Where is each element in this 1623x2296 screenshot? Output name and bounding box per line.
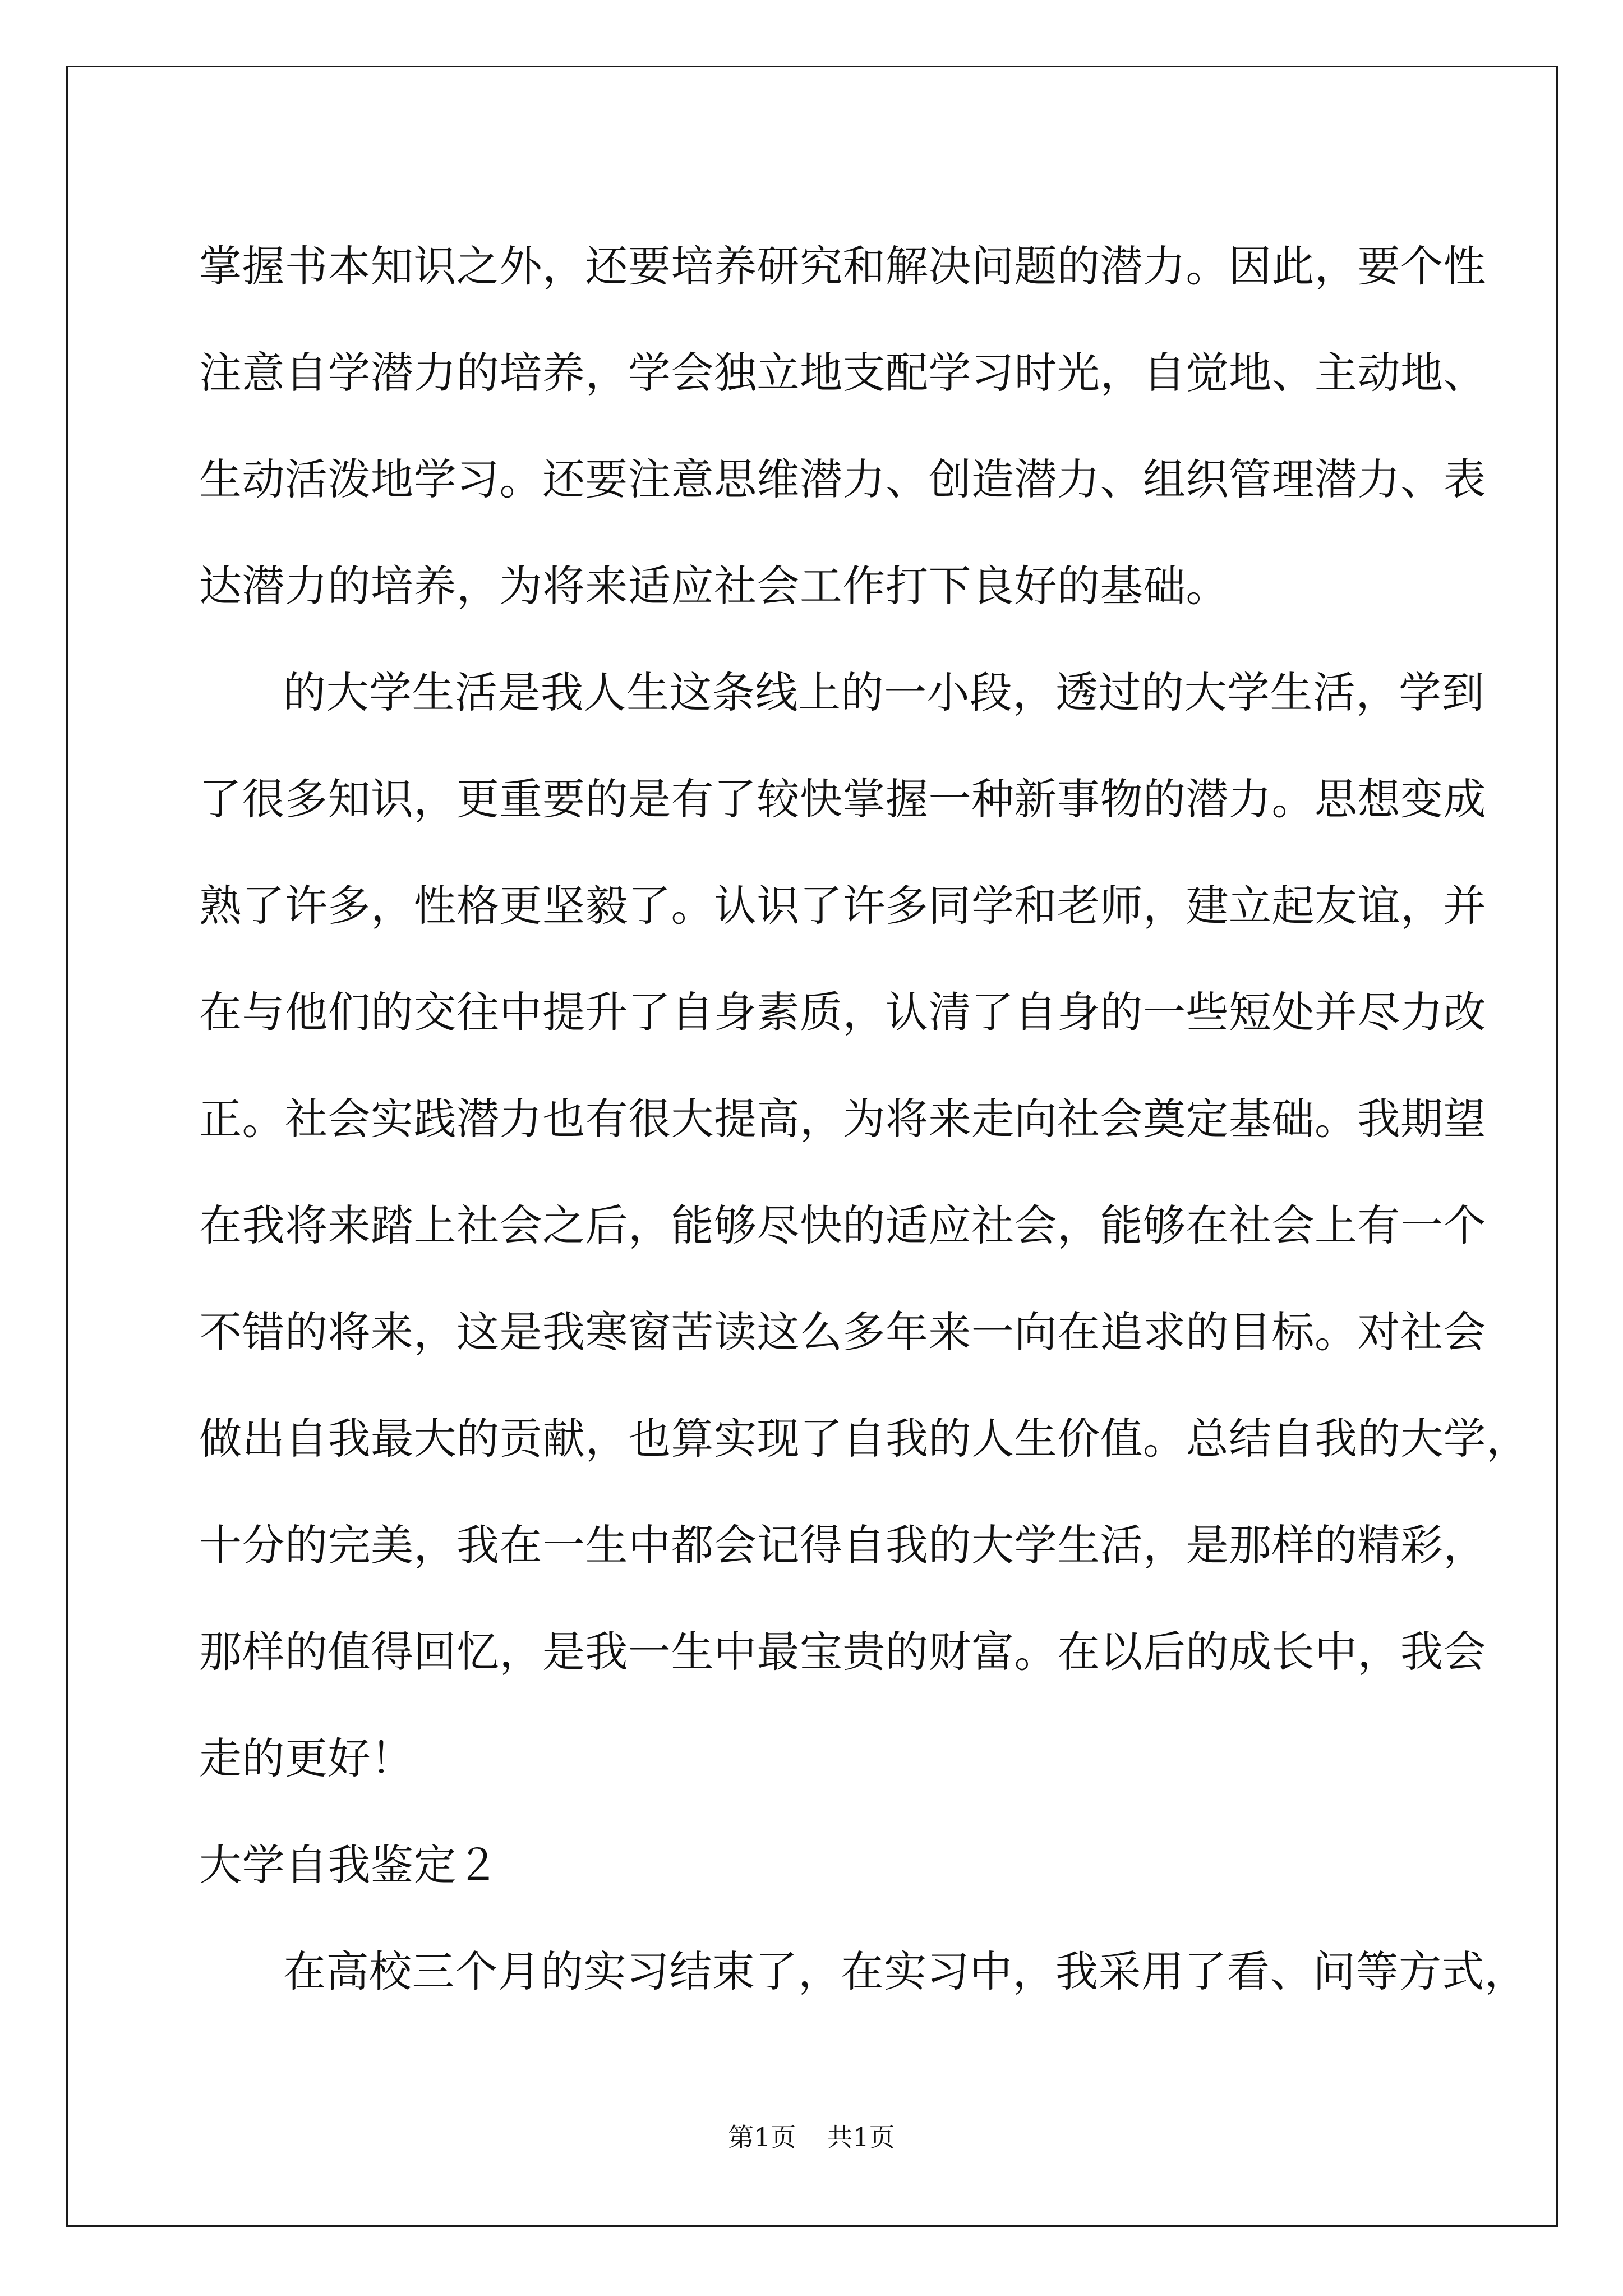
text-line: 达潜力的培养，为将来适应社会工作打下良好的基础。 [199,561,1229,611]
text-line: 熟了许多，性格更坚毅了。认识了许多同学和老师，建立起友谊，并 [199,881,1486,931]
text-line: 生动活泼地学习。还要注意思维潜力、创造潜力、组织管理潜力、表 [199,454,1486,504]
text-line: 十分的完美，我在一生中都会记得自我的大学生活，是那样的精彩， [199,1520,1486,1570]
text-line: 正。社会实践潜力也有很大提高，为将来走向社会奠定基础。我期望 [199,1094,1486,1144]
text-line: 在与他们的交往中提升了自身素质，认清了自身的一些短处并尽力改 [199,987,1486,1037]
page-total: 共1页 [827,2122,895,2152]
page-footer [0,2120,1623,2154]
text-line: 走的更好！ [199,1733,414,1783]
text-line: 大学自我鉴定２ [199,1840,500,1890]
text-line: 那样的值得回忆，是我一生中最宝贵的财富。在以后的成长中，我会 [199,1627,1486,1677]
page-number: 第1页 [728,2122,796,2152]
text-line: 掌握书本知识之外，还要培养研究和解决问题的潜力。因此，要个性 [199,241,1486,291]
text-line: 的大学生活是我人生这条线上的一小段，透过的大学生活，学到 [283,668,1484,717]
text-line: 不错的将来，这是我寒窗苦读这么多年来一向在追求的目标。对社会 [199,1307,1486,1357]
text-line: 注意自学潜力的培养，学会独立地支配学习时光，自觉地、主动地、 [199,348,1486,398]
document-body [199,213,1529,2025]
text-line: 在我将来踏上社会之后，能够尽快的适应社会，能够在社会上有一个 [199,1200,1486,1250]
text-line: 了很多知识，更重要的是有了较快掌握一种新事物的潜力。思想变成 [199,774,1486,824]
text-line: 做出自我最大的贡献，也算实现了自我的人生价值。总结自我的大学， [199,1414,1529,1464]
text-line: 在高校三个月的实习结束了，在实习中，我采用了看、问等方式， [283,1947,1528,1996]
